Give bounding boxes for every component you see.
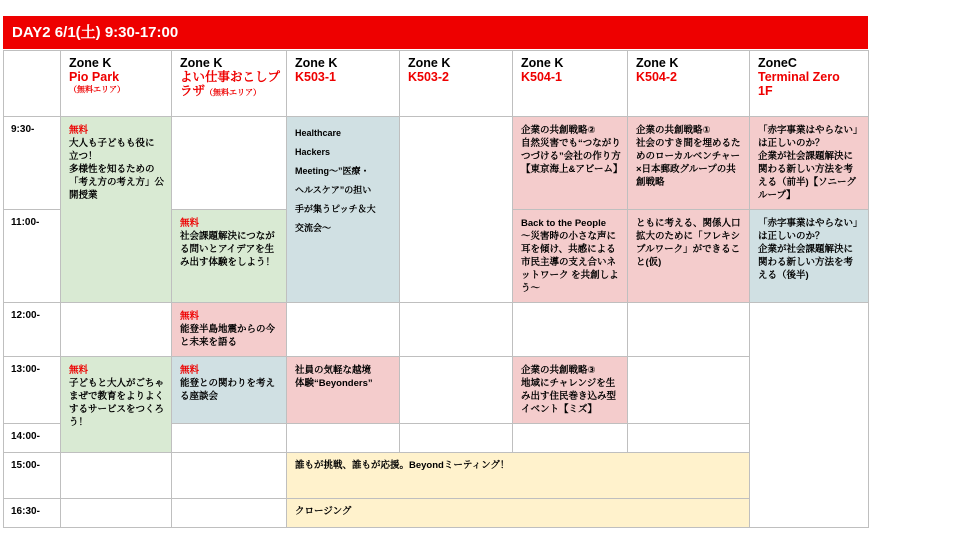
room-label-line2: 1F <box>758 84 773 98</box>
session-tz-0930 <box>750 117 869 210</box>
session-k504-2-1100 <box>628 210 750 303</box>
empty-cell <box>287 303 400 357</box>
session-title: 「赤字事業はやらない」は正しいのか？ 企業が社会課題解決に関わる新しい方法を考える（後半) <box>758 218 858 281</box>
empty-cell <box>172 117 287 210</box>
session-title: 誰もが挑戦、誰もが応援。Beyondミーティング！ <box>295 460 510 471</box>
empty-cell <box>61 303 172 357</box>
free-badge: 無料 <box>69 365 89 376</box>
session-title: 社会課題解決につながる問いとアイデアを生み出す体験をしよう！ <box>180 231 276 268</box>
session-title: 企業の共創戦略① 社会のすき間を埋めるためのローカルベンチャー×日本郵政グループの共創戦略 <box>636 125 741 188</box>
session-title: ともに考える、関係人口拡大のために「フレキシブルワーク」ができること(仮) <box>636 218 741 268</box>
empty-cell <box>400 357 513 424</box>
zone-label: Zone K <box>636 56 679 70</box>
free-badge: 無料 <box>69 125 89 136</box>
session-tz-1100 <box>750 210 869 303</box>
session-pio-1300 <box>61 357 172 453</box>
zone-label: Zone K <box>180 56 223 70</box>
session-yoi-1100 <box>172 210 287 303</box>
session-k504-1-0930 <box>513 117 628 210</box>
time-label: 13:00- <box>4 357 61 424</box>
empty-cell <box>287 424 400 453</box>
session-k504-2-0930 <box>628 117 750 210</box>
session-title: 能登との関わりを考える座談会 <box>180 378 276 402</box>
empty-cell <box>628 424 750 453</box>
session-title: Healthcare Hackers Meeting〜”医療・ ヘルスケア”の担い 手が集うピッチ＆大 交流会〜 <box>295 128 376 233</box>
free-area-note: （無料エリア） <box>69 85 125 94</box>
zone-label: Zone K <box>521 56 564 70</box>
free-badge: 無料 <box>180 218 200 229</box>
empty-cell <box>400 117 513 303</box>
session-yoi-1300 <box>172 357 287 424</box>
header-k503-1 <box>287 51 400 117</box>
room-label-line1: Terminal Zero <box>758 70 840 84</box>
session-pio-morning <box>61 117 172 303</box>
header-row <box>4 51 869 117</box>
row-1300 <box>4 357 869 424</box>
empty-cell <box>172 424 287 453</box>
empty-cell <box>172 453 287 499</box>
session-title: 大人も子どもも役に 立つ！ 多様性を知るための「考え方の考え方」公開授業 <box>69 138 165 201</box>
row-0930 <box>4 117 869 210</box>
empty-cell <box>400 424 513 453</box>
header-k504-2 <box>628 51 750 117</box>
session-title: 能登半島地震からの今と未来を語る <box>180 324 276 348</box>
session-title: 「赤字事業はやらない」は正しいのか？ 企業が社会課題解決に関わる新しい方法を考える（前半)【ソニーグループ】 <box>758 125 858 201</box>
day-title-banner: DAY2 6/1(土) 9:30-17:00 <box>3 16 868 49</box>
free-area-note: （無料エリア） <box>205 88 262 97</box>
time-label: 15:00- <box>4 453 61 499</box>
empty-cell <box>172 499 287 528</box>
session-title: クロージング <box>295 506 352 517</box>
room-label: K504-2 <box>636 70 677 84</box>
room-label: Pio Park <box>69 70 120 84</box>
empty-cell <box>513 303 628 357</box>
header-k503-2 <box>400 51 513 117</box>
room-label-line1: よい仕事おこしプ <box>180 70 281 84</box>
empty-cell <box>750 303 869 528</box>
empty-cell <box>61 499 172 528</box>
empty-cell <box>400 303 513 357</box>
time-label: 14:00- <box>4 424 61 453</box>
session-beyond-meeting <box>287 453 750 499</box>
empty-cell <box>628 357 750 424</box>
zone-label: Zone K <box>408 56 451 70</box>
time-label: 11:00- <box>4 210 61 303</box>
session-beyonders <box>287 357 400 424</box>
session-k504-1-1300 <box>513 357 628 424</box>
header-k504-1 <box>513 51 628 117</box>
session-closing <box>287 499 750 528</box>
session-k504-1-1100 <box>513 210 628 303</box>
zone-label: ZoneC <box>758 56 797 70</box>
schedule-table <box>3 50 869 528</box>
zone-label: Zone K <box>69 56 112 70</box>
header-corner <box>4 51 61 117</box>
empty-cell <box>628 303 750 357</box>
free-badge: 無料 <box>180 365 200 376</box>
room-label: K504-1 <box>521 70 562 84</box>
row-1200 <box>4 303 869 357</box>
empty-cell <box>513 424 628 453</box>
time-label: 9:30- <box>4 117 61 210</box>
session-healthcare-hackers <box>287 117 400 303</box>
header-terminal-zero <box>750 51 869 117</box>
session-title: 企業の共創戦略② 自然災害でも“つながりつづける”会社の作り方【東京海上&アビーム】 <box>521 125 623 175</box>
free-badge: 無料 <box>180 311 200 322</box>
row-1500 <box>4 453 869 499</box>
session-title: 企業の共創戦略③ 地域にチャレンジを生み出す住民巻き込み型イベント【ミズ】 <box>521 365 617 415</box>
session-title: 子どもと大人がごちゃまぜで教育をよりよくするサービスをつくろう！ <box>69 378 165 428</box>
session-yoi-1200 <box>172 303 287 357</box>
row-1630 <box>4 499 869 528</box>
session-title: 社員の気軽な越境 体験“Beyonders” <box>295 365 373 389</box>
session-title: Back to the People 〜災害時の小さな声に耳を傾け、共感による市民主導の支え合いネットワーク を共創しよう〜 <box>521 218 619 294</box>
time-label: 12:00- <box>4 303 61 357</box>
header-yoi-plaza <box>172 51 287 117</box>
zone-label: Zone K <box>295 56 338 70</box>
time-label: 16:30- <box>4 499 61 528</box>
room-label-line2: ラザ <box>180 84 206 98</box>
empty-cell <box>61 453 172 499</box>
room-label: K503-1 <box>295 70 336 84</box>
room-label: K503-2 <box>408 70 449 84</box>
header-pio-park <box>61 51 172 117</box>
